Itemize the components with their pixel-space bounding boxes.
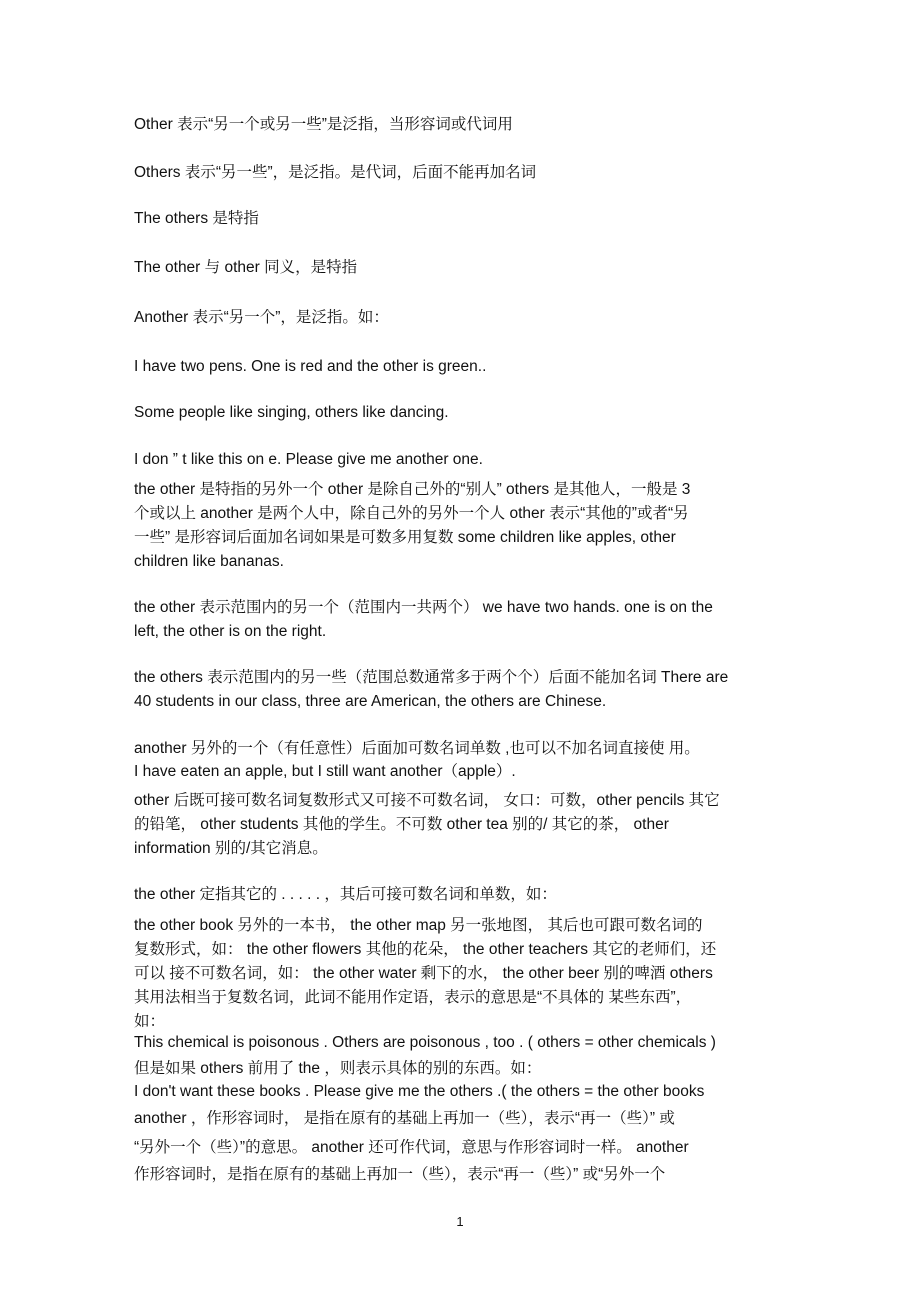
text-line: 个或以上 another 是两个人中，除自己外的另外一个人 other 表示“其他的”或者“另 bbox=[134, 505, 689, 522]
text-line: 作形容词时，是指在原有的基础上再加一（些），表示“再一（些）” 或“另外一个 bbox=[134, 1166, 666, 1183]
text-line: 复数形式，如： the other flowers 其他的花朵， the other teachers 其它的老师们，还 bbox=[134, 941, 717, 958]
text-line: another ，作形容词时， 是指在原有的基础上再加一（些），表示“再一（些）” 或 bbox=[134, 1110, 675, 1127]
text-line: I don ” t like this on e. Please give me another one. bbox=[134, 451, 483, 468]
text-line: information 别的/其它消息。 bbox=[134, 840, 328, 857]
page-number: 1 bbox=[456, 1214, 464, 1229]
text-line: Others 表示“另一些”，是泛指。是代词，后面不能再加名词 bbox=[134, 164, 537, 181]
text-line: 如： bbox=[134, 1013, 166, 1030]
text-line: 40 students in our class, three are American, the others are Chinese. bbox=[134, 693, 607, 710]
text-line: 可以 接不可数名词，如： the other water 剩下的水， the other beer 别的啤酒 others bbox=[134, 965, 713, 982]
text-line: 其用法相当于复数名词，此词不能用作定语，表示的意思是“不具体的 某些东西”， bbox=[134, 989, 692, 1006]
text-line: children like bananas. bbox=[134, 553, 284, 570]
text-line: the other 表示范围内的另一个（范围内一共两个） we have two hands. one is on the bbox=[134, 599, 713, 616]
text-line: The others 是特指 bbox=[134, 210, 259, 227]
text-line: I have two pens. One is red and the other is green.. bbox=[134, 358, 487, 375]
text-line: I don't want these books . Please give me the others .( the others = the other books bbox=[134, 1083, 705, 1100]
text-line: Other 表示“另一个或另一些”是泛指，当形容词或代词用 bbox=[134, 116, 513, 133]
text-line: the others 表示范围内的另一些（范围总数通常多于两个个）后面不能加名词 There are bbox=[134, 669, 729, 686]
text-line: “另外一个（些）”的意思。 another 还可作代词，意思与作形容词时一样。 another bbox=[134, 1139, 689, 1156]
text-line: the other 是特指的另外一个 other 是除自己外的“别人” others 是其他人，一般是 3 bbox=[134, 481, 691, 498]
text-line: Another 表示“另一个”，是泛指。如： bbox=[134, 309, 389, 326]
text-line: 一些” 是形容词后面加名词如果是可数多用复数 some children like apples, other bbox=[134, 529, 676, 546]
text-line: I have eaten an apple, but I still want another（apple）. bbox=[134, 763, 516, 780]
text-line: The other 与 other 同义，是特指 bbox=[134, 259, 358, 276]
text-line: other 后既可接可数名词复数形式又可接不可数名词， 女口：可数，other pencils 其它 bbox=[134, 792, 720, 809]
text-line: the other book 另外的一本书， the other map 另一张地图， 其后也可跟可数名词的 bbox=[134, 917, 703, 934]
text-line: left, the other is on the right. bbox=[134, 623, 327, 640]
text-line: 但是如果 others 前用了 the ，则表示具体的别的东西。如： bbox=[134, 1060, 542, 1077]
text-line: 的铅笔， other students 其他的学生。不可数 other tea 别的/ 其它的茶， other bbox=[134, 816, 669, 833]
text-line: This chemical is poisonous . Others are poisonous , too . ( others = other chemicals ) bbox=[134, 1034, 716, 1051]
text-line: another 另外的一个（有任意性）后面加可数名词单数 ,也可以不加名词直接使 用。 bbox=[134, 740, 700, 757]
text-line: Some people like singing, others like dancing. bbox=[134, 404, 449, 421]
text-line: the other 定指其它的 . . . . . ，其后可接可数名词和单数，如： bbox=[134, 886, 557, 903]
